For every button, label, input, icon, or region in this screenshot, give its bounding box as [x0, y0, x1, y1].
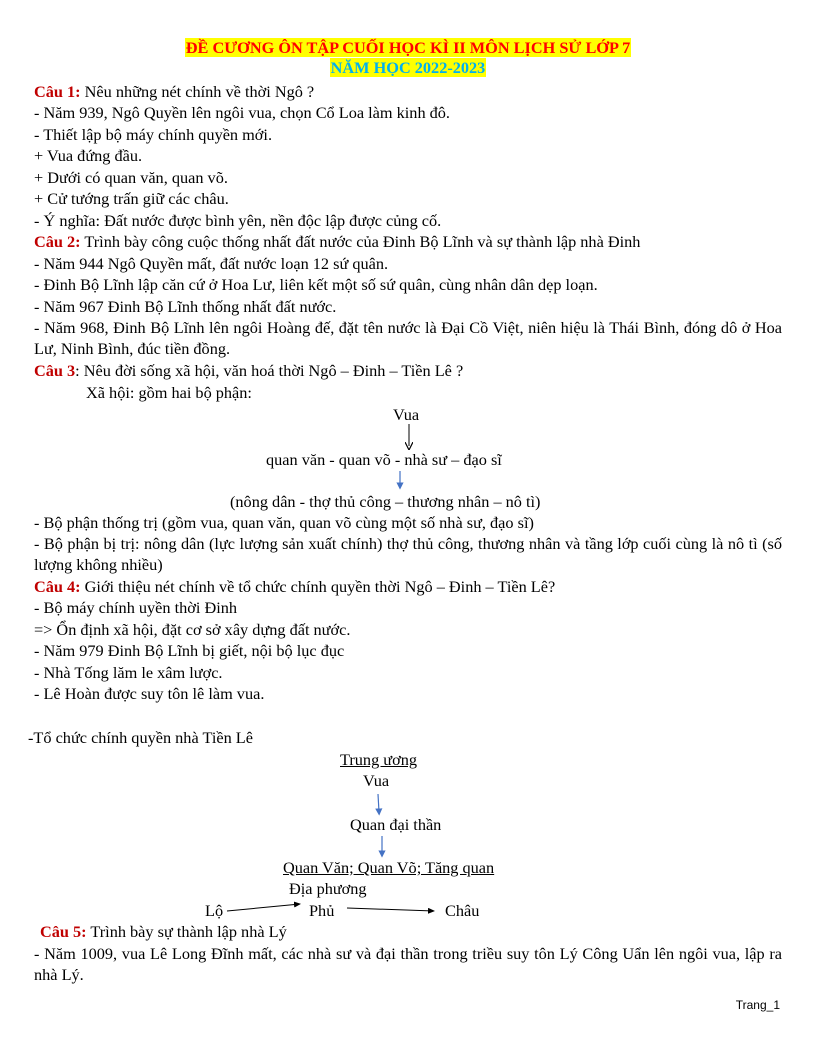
q2-line: - Năm 967 Đinh Bộ Lĩnh thống nhất đất nước. — [34, 297, 337, 316]
page-number: Trang_1 — [735, 998, 780, 1012]
q4-line: => Ổn định xã hội, đặt cơ sở xây dựng đất nước. — [34, 620, 351, 639]
question-5: Câu 5: Trình bày sự thành lập nhà Lý — [40, 922, 287, 941]
diagram-vua: Vua — [363, 771, 390, 790]
tien-le-heading: -Tổ chức chính quyền nhà Tiền Lê — [28, 728, 253, 747]
q1-line: + Dưới có quan văn, quan võ. — [34, 168, 228, 187]
diagram-chau: Châu — [445, 901, 480, 920]
arrow-right-icon — [347, 908, 434, 911]
diagram-minister: Quan đại thần — [350, 815, 442, 834]
ruling-class: - Bộ phận thống trị (gồm vua, quan văn, quan võ cùng một số nhà sư, đạo sĩ) — [34, 513, 534, 532]
diagram-phu: Phủ — [309, 901, 335, 920]
diagram-lo: Lộ — [205, 901, 224, 920]
q4-line: - Lê Hoàn được suy tôn lê làm vua. — [34, 684, 265, 703]
diagram-officials: quan văn - quan võ - nhà sư – đạo sĩ — [266, 450, 502, 469]
question-1: Câu 1: Nêu những nét chính về thời Ngô ? — [34, 82, 315, 101]
question-3: Câu 3: Nêu đời sống xã hội, văn hoá thời Ngô – Đinh – Tiền Lê ? — [34, 361, 464, 380]
q4-line: - Nhà Tống lăm le xâm lược. — [34, 663, 223, 682]
arrow-down-icon — [378, 794, 379, 812]
document-subtitle: NĂM HỌC 2022-2023 — [330, 58, 486, 77]
document-title: ĐỀ CƯƠNG ÔN TẬP CUỐI HỌC KÌ II MÔN LỊCH SỬ LỚP 7 — [185, 38, 631, 57]
q5-paragraph: - Năm 1009, vua Lê Long Đĩnh mất, các nhà sư và đại thần trong triều suy tôn Lý Công Uẩn lên ngôi vua, lập ra nhà Lý. — [34, 944, 782, 984]
q1-line: - Năm 939, Ngô Quyền lên ngôi vua, chọn Cổ Loa làm kinh đô. — [34, 103, 451, 122]
diagram-central: Trung ương — [340, 750, 418, 769]
question-2: Câu 2: Trình bày công cuộc thống nhất đất nước của Đinh Bộ Lĩnh và sự thành lập nhà Đinh — [34, 232, 641, 251]
ruled-class: - Bộ phận bị trị: nông dân (lực lượng sản xuất chính) thợ thủ công, thương nhân và tầng lớp cuối cùng là nô tì (số lượng không nhiều) — [34, 534, 782, 574]
diagram-king: Vua — [393, 405, 420, 424]
q1-line: - Ý nghĩa: Đất nước được bình yên, nền độc lập được củng cố. — [34, 211, 442, 230]
q1-line: - Thiết lập bộ máy chính quyền mới. — [34, 125, 273, 144]
q2-line: - Đinh Bộ Lĩnh lập căn cứ ở Hoa Lư, liên kết một số sứ quân, cùng nhân dân dẹp loạn. — [34, 275, 598, 294]
q2-line: - Năm 944 Ngô Quyền mất, đất nước loạn 12 sứ quân. — [34, 254, 389, 273]
q4-line: - Năm 979 Đinh Bộ Lĩnh bị giết, nội bộ lục đục — [34, 641, 345, 660]
q1-line: + Cử tướng trấn giữ các châu. — [34, 189, 229, 208]
diagram-officials-tienle: Quan Văn; Quan Võ; Tăng quan — [283, 858, 495, 877]
diagram-local: Địa phương — [289, 879, 367, 898]
question-4: Câu 4: Giới thiệu nét chính về tổ chức chính quyền thời Ngô – Đinh – Tiền Lê? — [34, 577, 556, 596]
q1-line: + Vua đứng đầu. — [34, 146, 143, 165]
q2-paragraph: - Năm 968, Đinh Bộ Lĩnh lên ngôi Hoàng đế, đặt tên nước là Đại Cồ Việt, niên hiệu là Thái Bình, đóng dô ở Hoa Lư, Ninh Bình, đúc tiền đồng. — [34, 318, 782, 358]
q4-line: - Bộ máy chính uyền thời Đinh — [34, 598, 238, 617]
society-intro: Xã hội: gồm hai bộ phận: — [86, 383, 252, 402]
diagram-commoners: (nông dân - thợ thủ công – thương nhân – nô tì) — [230, 492, 541, 511]
arrow-right-icon — [227, 904, 300, 911]
